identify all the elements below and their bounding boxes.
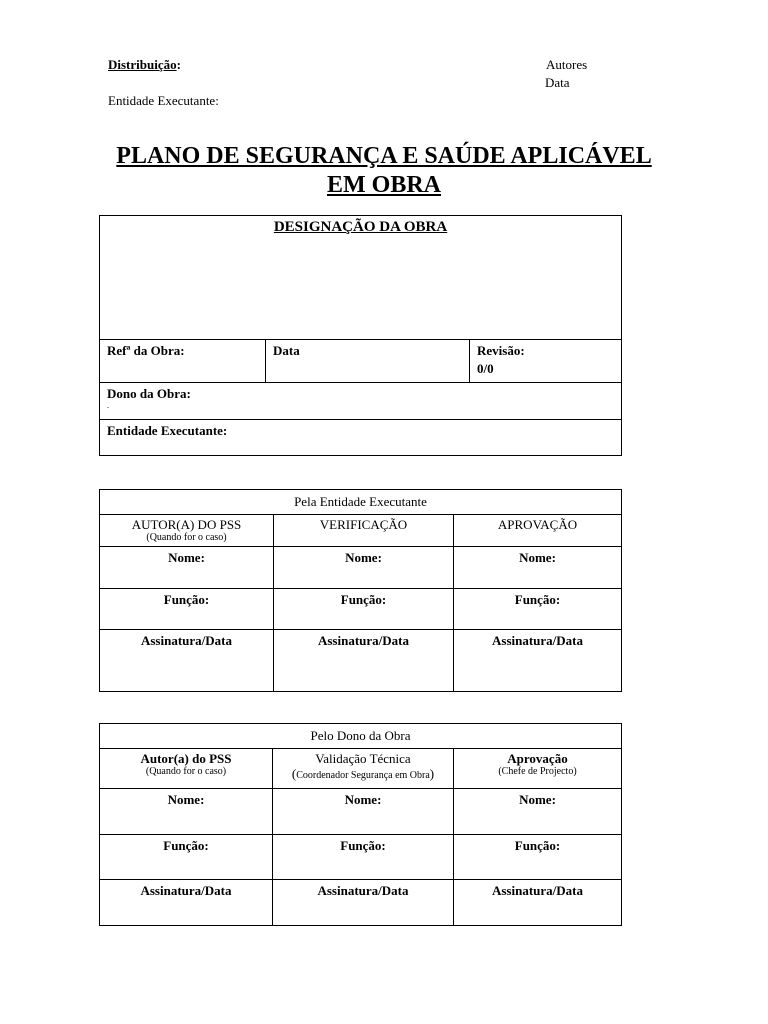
owner-validation-signature-label: Assinatura/Data: [317, 883, 409, 898]
owner-validation-signature-cell[interactable]: [273, 880, 454, 926]
owner-col-validation-header: [273, 749, 454, 789]
revision-label: Revisão:: [477, 343, 525, 358]
distribution-colon: :: [176, 57, 181, 72]
work-designation-table: [99, 215, 622, 456]
owner-approval-function-cell[interactable]: [454, 835, 622, 880]
owner-approval-signature-cell[interactable]: [454, 880, 622, 926]
owner-col-approval-subtitle: (Chefe de Projecto): [498, 766, 577, 777]
entity-author-signature-label: Assinatura/Data: [140, 633, 232, 648]
owner-validation-name-cell[interactable]: [273, 789, 454, 835]
owner-approval-name-label: Nome:: [519, 792, 556, 807]
entity-verification-name-label: Nome:: [345, 550, 382, 565]
owner-approval-name-cell[interactable]: [454, 789, 622, 835]
entity-col-verification-header: [274, 515, 454, 547]
entity-approval-function-cell[interactable]: [454, 589, 622, 630]
revision-value: 0/0: [477, 361, 494, 376]
owner-table-caption: Pelo Dono da Obra: [100, 724, 622, 749]
entity-signature-table: [99, 489, 622, 692]
owner-author-function-label: Função:: [163, 838, 209, 853]
entity-verification-function-cell[interactable]: [274, 589, 454, 630]
entity-approval-function-label: Função:: [514, 592, 561, 607]
owner-col-validation-subtitle-wrap: [273, 766, 453, 782]
authors-label: Autores: [546, 57, 588, 72]
entity-author-name-cell[interactable]: [100, 547, 274, 589]
work-owner-dot: .: [107, 401, 109, 410]
owner-col-validation-title: Validação Técnica: [315, 751, 411, 766]
owner-author-name-cell[interactable]: [100, 789, 273, 835]
entity-author-function-cell[interactable]: [100, 589, 274, 630]
entity-verification-signature-cell[interactable]: [274, 630, 454, 692]
owner-approval-signature-label: Assinatura/Data: [491, 883, 583, 898]
owner-author-function-cell[interactable]: [100, 835, 273, 880]
date-label: Data: [545, 75, 570, 90]
entity-author-name-label: Nome:: [168, 550, 205, 565]
entity-approval-signature-label: Assinatura/Data: [492, 633, 584, 648]
work-entity-label: Entidade Executante:: [107, 423, 228, 438]
entity-approval-name-label: Nome:: [519, 550, 556, 565]
entity-verification-name-cell[interactable]: [274, 547, 454, 589]
owner-author-name-label: Nome:: [167, 792, 205, 807]
owner-col-author-title: Autor(a) do PSS: [140, 751, 232, 766]
executing-entity-label: Entidade Executante:: [108, 93, 219, 108]
owner-col-validation-paren-close: ): [429, 766, 435, 781]
work-date-cell[interactable]: [266, 340, 470, 383]
document-title-line1: PLANO DE SEGURANÇA E SAÚDE APLICÁVEL: [116, 143, 652, 169]
owner-validation-function-cell[interactable]: [273, 835, 454, 880]
work-ref-cell[interactable]: [100, 340, 266, 383]
document-title-line2: EM OBRA: [327, 172, 441, 198]
work-ref-label: Refª da Obra:: [107, 343, 185, 358]
owner-validation-function-label: Função:: [340, 838, 386, 853]
distribution-label-text: Distribuição: [108, 57, 177, 72]
work-owner-cell[interactable]: [100, 383, 622, 420]
entity-author-function-label: Função:: [163, 592, 210, 607]
work-designation-header: DESIGNAÇÃO DA OBRA: [100, 216, 622, 340]
entity-col-author-subtitle: (Quando for o caso): [146, 532, 227, 543]
owner-signature-table: [99, 723, 622, 926]
entity-verification-function-label: Função:: [340, 592, 387, 607]
work-revision-cell[interactable]: [470, 340, 622, 383]
entity-col-approval-header: [454, 515, 622, 547]
entity-col-verification-title: VERIFICAÇÃO: [319, 517, 408, 532]
entity-verification-signature-label: Assinatura/Data: [317, 633, 409, 648]
entity-author-signature-cell[interactable]: [100, 630, 274, 692]
entity-col-author-title: AUTOR(A) DO PSS: [131, 517, 242, 532]
work-owner-label: Dono da Obra:: [107, 386, 191, 401]
owner-author-signature-cell[interactable]: [100, 880, 273, 926]
entity-approval-signature-cell[interactable]: [454, 630, 622, 692]
work-entity-cell[interactable]: [100, 420, 622, 456]
entity-approval-name-cell[interactable]: [454, 547, 622, 589]
owner-col-author-subtitle: (Quando for o caso): [145, 766, 227, 777]
owner-author-signature-label: Assinatura/Data: [140, 883, 232, 898]
owner-col-approval-header: [454, 749, 622, 789]
owner-col-validation-subtitle: Coordenador Segurança em Obra: [296, 770, 430, 781]
owner-col-approval-title: Aprovação: [507, 751, 568, 766]
owner-col-author-header: [100, 749, 273, 789]
distribution-label: [108, 57, 181, 73]
entity-col-approval-title: APROVAÇÃO: [497, 517, 578, 532]
owner-approval-function-label: Função:: [514, 838, 561, 853]
owner-col-validation-paren-open: (: [291, 766, 297, 781]
owner-validation-name-label: Nome:: [344, 792, 382, 807]
work-date-label: Data: [273, 343, 300, 358]
entity-table-caption: Pela Entidade Executante: [100, 490, 622, 515]
entity-col-author-header: [100, 515, 274, 547]
